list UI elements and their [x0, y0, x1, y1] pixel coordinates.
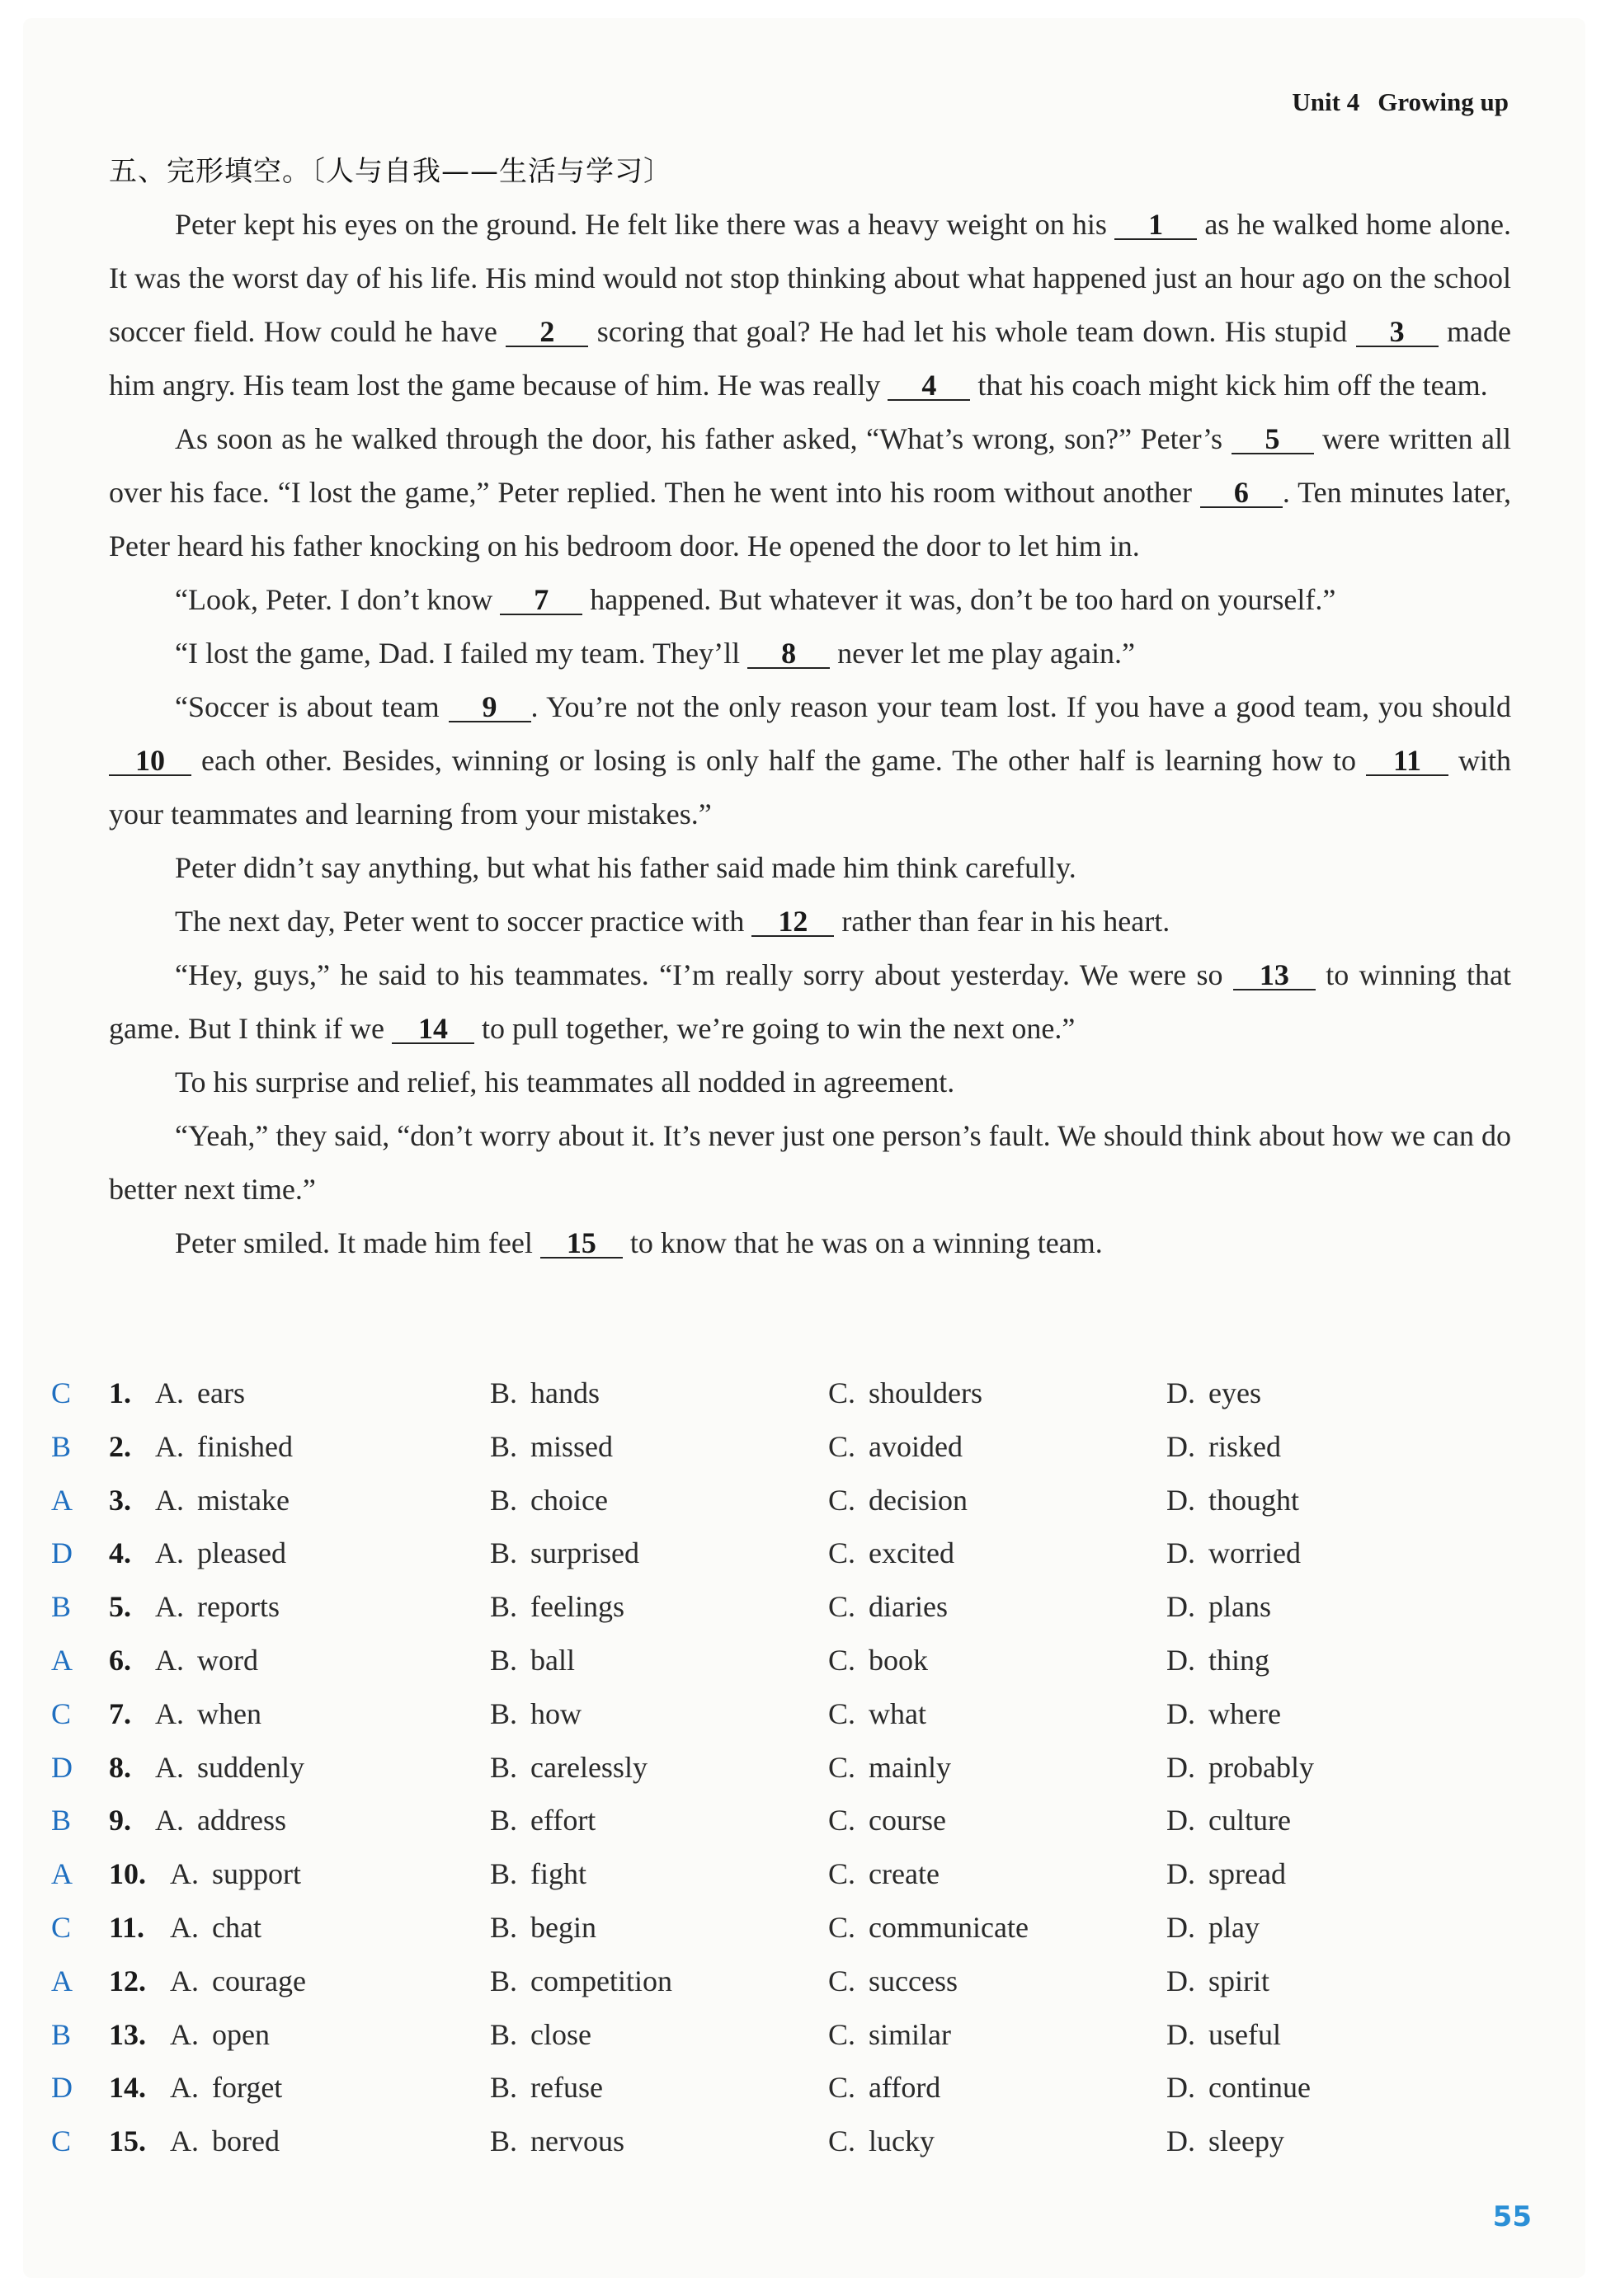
unit-title: Growing up	[1378, 87, 1509, 116]
option-text: open	[212, 2017, 270, 2051]
option-b[interactable]	[490, 1589, 624, 1624]
option-row	[43, 1429, 1544, 1483]
option-letter: B.	[490, 2124, 518, 2158]
option-letter: B.	[490, 1483, 518, 1517]
option-letter: C.	[828, 2017, 856, 2051]
option-letter: B.	[490, 1643, 518, 1677]
option-letter: D.	[1166, 1964, 1195, 1997]
option-text: spread	[1208, 1857, 1286, 1891]
passage-paragraph	[109, 627, 1511, 680]
option-letter: A.	[170, 2124, 199, 2158]
passage-text: that his coach might kick him off the team.	[970, 369, 1488, 402]
option-text: where	[1208, 1696, 1281, 1730]
option-text: afford	[869, 2071, 941, 2105]
option-letter: A.	[155, 1376, 184, 1409]
option-b[interactable]	[490, 1803, 596, 1837]
option-a[interactable]	[170, 1964, 306, 1998]
option-text: surprised	[530, 1536, 639, 1570]
option-letter: D.	[1166, 1429, 1195, 1463]
option-row	[43, 1964, 1544, 2017]
question-number: 7.	[109, 1696, 131, 1730]
answer-blank[interactable]: 14	[392, 1014, 474, 1044]
option-text: forget	[212, 2071, 283, 2105]
option-text: mistake	[197, 1483, 290, 1517]
option-letter: A.	[170, 1910, 199, 1944]
option-letter: D.	[1166, 1804, 1195, 1837]
option-d[interactable]	[1166, 1536, 1301, 1570]
question-number: 10.	[109, 1857, 146, 1891]
option-text: diaries	[869, 1590, 948, 1624]
option-text: similar	[869, 2017, 951, 2051]
cloze-passage	[109, 198, 1511, 1270]
passage-text: The next day, Peter went to soccer practice with	[175, 905, 752, 938]
option-text: what	[869, 1696, 926, 1730]
passage-text: were written all over his face. “I lost the game,” Peter replied. Then he went into his room without another	[109, 422, 1511, 509]
option-letter: A.	[155, 1804, 184, 1837]
passage-text: To his surprise and relief, his teammates all nodded in agreement.	[175, 1066, 955, 1099]
passage-text: . Ten minutes later, Peter heard his father knocking on his bedroom door. He opened the door to let him in.	[109, 476, 1512, 562]
option-row	[43, 1750, 1544, 1804]
option-b[interactable]	[490, 2124, 624, 2158]
option-text: excited	[869, 1536, 954, 1570]
option-letter: C.	[828, 1643, 856, 1677]
option-b[interactable]	[490, 1536, 639, 1570]
option-letter: D.	[1166, 2124, 1195, 2158]
option-d[interactable]	[1166, 1696, 1281, 1731]
handwritten-answer: C	[51, 1376, 72, 1409]
option-letter: D.	[1166, 1910, 1195, 1944]
option-c[interactable]	[828, 2124, 935, 2158]
option-letter: D.	[1166, 2071, 1195, 2105]
option-letter: A.	[170, 1964, 199, 1997]
option-text: how	[530, 1696, 582, 1730]
option-letter: A.	[170, 2071, 199, 2105]
page-number: 55	[1492, 2200, 1532, 2233]
option-b[interactable]	[490, 2017, 591, 2052]
option-text: thing	[1208, 1643, 1270, 1677]
option-a[interactable]	[170, 1856, 301, 1891]
handwritten-answer: A	[51, 1964, 73, 1997]
option-letter: B.	[490, 1536, 518, 1570]
handwritten-answer: D	[51, 1536, 73, 1570]
option-a[interactable]	[155, 1750, 304, 1785]
option-text: begin	[530, 1910, 596, 1944]
option-a[interactable]	[155, 1483, 290, 1517]
option-row	[43, 1643, 1544, 1696]
handwritten-answer: B	[51, 1429, 72, 1463]
option-letter: D.	[1166, 1376, 1195, 1409]
passage-paragraph	[109, 948, 1511, 1056]
option-letter: C.	[828, 1590, 856, 1624]
question-number: 13.	[109, 2017, 146, 2051]
option-text: decision	[869, 1483, 968, 1517]
option-row	[43, 1536, 1544, 1589]
answer-blank[interactable]: 10	[109, 746, 191, 776]
option-letter: C.	[828, 1536, 856, 1570]
option-c[interactable]	[828, 1856, 940, 1891]
handwritten-answer: C	[51, 1910, 72, 1944]
option-b[interactable]	[490, 1856, 586, 1891]
option-d[interactable]	[1166, 2070, 1311, 2105]
option-letter: D.	[1166, 1590, 1195, 1624]
option-text: communicate	[869, 1910, 1029, 1944]
option-text: pleased	[197, 1536, 286, 1570]
option-letter: C.	[828, 1910, 856, 1944]
option-text: hands	[530, 1376, 600, 1409]
option-b[interactable]	[490, 1910, 596, 1945]
option-text: success	[869, 1964, 958, 1997]
option-text: word	[197, 1643, 258, 1677]
option-letter: B.	[490, 1964, 518, 1997]
answer-blank[interactable]: 4	[888, 371, 970, 401]
handwritten-answer: B	[51, 1590, 72, 1624]
option-c[interactable]	[828, 1643, 928, 1677]
option-text: mainly	[869, 1750, 951, 1784]
answer-blank[interactable]: 1	[1114, 210, 1197, 240]
option-a[interactable]	[155, 1536, 286, 1570]
option-text: course	[869, 1804, 946, 1837]
option-d[interactable]	[1166, 1643, 1269, 1677]
option-d[interactable]	[1166, 2017, 1281, 2052]
option-row	[43, 2124, 1544, 2177]
passage-text: Peter smiled. It made him feel	[175, 1226, 540, 1259]
passage-text: happened. But whatever it was, don’t be too hard on yourself.”	[582, 583, 1336, 616]
option-row	[43, 1856, 1544, 1910]
option-text: eyes	[1208, 1376, 1261, 1409]
answer-blank[interactable]: 7	[500, 586, 582, 615]
option-text: refuse	[530, 2071, 603, 2105]
question-number: 15.	[109, 2124, 146, 2158]
option-row	[43, 1589, 1544, 1643]
option-letter: B.	[490, 1429, 518, 1463]
passage-text: as he walked home alone. It was the worst day of his life. His mind would not stop thinking about what happened just an hour ago on the school soccer field. How could he have	[109, 208, 1511, 348]
option-text: book	[869, 1643, 929, 1677]
answer-blank[interactable]: 11	[1366, 746, 1448, 776]
option-letter: C.	[828, 2124, 856, 2158]
option-text: competition	[530, 1964, 672, 1997]
question-number: 4.	[109, 1536, 131, 1570]
option-text: nervous	[530, 2124, 624, 2158]
option-letter: B.	[490, 1376, 518, 1409]
question-number: 8.	[109, 1750, 131, 1784]
option-letter: A.	[155, 1750, 184, 1784]
question-number: 3.	[109, 1483, 131, 1517]
option-text: when	[197, 1696, 261, 1730]
option-text: ears	[197, 1376, 245, 1409]
option-row	[43, 2070, 1544, 2124]
option-c[interactable]	[828, 2017, 951, 2052]
passage-text: . You’re not the only reason your team lost. If you have a good team, you should	[530, 690, 1511, 723]
handwritten-answer: A	[51, 1483, 73, 1517]
option-a[interactable]	[155, 1643, 258, 1677]
passage-text: never let me play again.”	[830, 637, 1135, 670]
option-d[interactable]	[1166, 1803, 1291, 1837]
passage-paragraph	[109, 573, 1511, 627]
option-row	[43, 1483, 1544, 1536]
passage-paragraph	[109, 198, 1511, 412]
unit-label: Unit 4	[1292, 87, 1360, 116]
option-c[interactable]	[828, 2070, 940, 2105]
passage-text: to know that he was on a winning team.	[622, 1226, 1103, 1259]
question-number: 12.	[109, 1964, 146, 1997]
passage-text: with your teammates and learning from your mistakes.”	[109, 744, 1511, 830]
option-letter: A.	[155, 1429, 184, 1463]
option-letter: A.	[155, 1483, 184, 1517]
passage-text: “I lost the game, Dad. I failed my team. They’ll	[175, 637, 748, 670]
handwritten-answer: D	[51, 2071, 73, 2105]
handwritten-answer: D	[51, 1750, 73, 1784]
option-letter: D.	[1166, 1483, 1195, 1517]
option-b[interactable]	[490, 1964, 672, 1998]
option-letter: C.	[828, 1857, 856, 1891]
answer-blank[interactable]: 3	[1356, 318, 1439, 347]
option-text: risked	[1208, 1429, 1281, 1463]
option-letter: C.	[828, 1696, 856, 1730]
option-letter: C.	[828, 1376, 856, 1409]
section-title: 五、完形填空。〔人与自我——生活与学习〕	[109, 155, 672, 188]
option-text: support	[212, 1857, 301, 1891]
question-number: 5.	[109, 1590, 131, 1624]
option-text: spirit	[1208, 1964, 1270, 1997]
option-text: chat	[212, 1910, 261, 1944]
passage-paragraph	[109, 680, 1511, 841]
option-letter: B.	[490, 2017, 518, 2051]
passage-paragraph	[109, 1109, 1511, 1216]
option-letter: A.	[155, 1590, 184, 1624]
passage-text: to winning that game. But I think if we	[109, 958, 1511, 1045]
option-letter: D.	[1166, 1696, 1195, 1730]
option-letter: C.	[828, 1804, 856, 1837]
option-row	[43, 2017, 1544, 2071]
option-text: useful	[1208, 2017, 1281, 2051]
option-text: close	[530, 2017, 591, 2051]
answer-blank[interactable]: 6	[1200, 478, 1283, 508]
option-text: missed	[530, 1429, 614, 1463]
option-text: culture	[1208, 1804, 1291, 1837]
option-row	[43, 1376, 1544, 1429]
option-a[interactable]	[170, 2017, 270, 2052]
option-text: create	[869, 1857, 940, 1891]
option-b[interactable]	[490, 1696, 582, 1731]
answer-blank[interactable]: 12	[751, 907, 834, 937]
option-d[interactable]	[1166, 1376, 1261, 1410]
passage-text: “Hey, guys,” he said to his teammates. “I’m really sorry about yesterday. We were so	[175, 958, 1233, 991]
option-text: worried	[1208, 1536, 1301, 1570]
option-text: fight	[530, 1857, 587, 1891]
option-letter: A.	[155, 1696, 184, 1730]
option-b[interactable]	[490, 2070, 603, 2105]
option-a[interactable]	[155, 1803, 286, 1837]
option-letter: D.	[1166, 1750, 1195, 1784]
option-letter: D.	[1166, 1536, 1195, 1570]
option-d[interactable]	[1166, 1429, 1281, 1464]
option-text: bored	[212, 2124, 280, 2158]
answer-blank[interactable]: 2	[506, 318, 588, 347]
option-row	[43, 1696, 1544, 1750]
handwritten-answer: B	[51, 2017, 72, 2051]
handwritten-answer: C	[51, 2124, 72, 2158]
option-text: shoulders	[869, 1376, 983, 1409]
passage-text: to pull together, we’re going to win the next one.”	[473, 1012, 1076, 1045]
question-number: 14.	[109, 2071, 146, 2105]
option-text: courage	[212, 1964, 306, 1997]
answer-blank[interactable]: 5	[1232, 425, 1314, 454]
answer-blank[interactable]: 9	[449, 693, 531, 722]
passage-text: scoring that goal? He had let his whole team down. His stupid	[588, 315, 1356, 348]
option-text: play	[1208, 1910, 1260, 1944]
option-c[interactable]	[828, 1376, 982, 1410]
passage-paragraph	[109, 1056, 1511, 1109]
passage-text: Peter kept his eyes on the ground. He felt like there was a heavy weight on his	[175, 208, 1115, 241]
option-b[interactable]	[490, 1483, 608, 1517]
option-text: effort	[530, 1804, 596, 1837]
question-number: 11.	[109, 1910, 145, 1944]
option-b[interactable]	[490, 1750, 648, 1785]
option-a[interactable]	[170, 1910, 261, 1945]
passage-text: made him angry. His team lost the game because of him. He was really	[109, 315, 1511, 402]
option-d[interactable]	[1166, 1910, 1260, 1945]
option-c[interactable]	[828, 1964, 958, 1998]
question-number: 6.	[109, 1643, 131, 1677]
option-text: plans	[1208, 1590, 1271, 1624]
option-c[interactable]	[828, 1589, 948, 1624]
option-d[interactable]	[1166, 1964, 1269, 1998]
option-letter: B.	[490, 1696, 518, 1730]
handwritten-answer: A	[51, 1643, 73, 1677]
option-letter: C.	[828, 1750, 856, 1784]
option-text: continue	[1208, 2071, 1311, 2105]
option-letter: A.	[155, 1643, 184, 1677]
passage-paragraph	[109, 841, 1511, 895]
option-text: reports	[197, 1590, 280, 1624]
option-d[interactable]	[1166, 1589, 1271, 1624]
option-text: carelessly	[530, 1750, 648, 1784]
handwritten-answer: C	[51, 1696, 72, 1730]
option-text: probably	[1208, 1750, 1314, 1784]
option-d[interactable]	[1166, 1750, 1314, 1785]
option-letter: A.	[170, 1857, 199, 1891]
option-text: choice	[530, 1483, 608, 1517]
option-c[interactable]	[828, 1536, 954, 1570]
passage-text: Peter didn’t say anything, but what his father said made him think carefully.	[175, 851, 1076, 884]
option-c[interactable]	[828, 1429, 963, 1464]
option-letter: B.	[490, 1804, 518, 1837]
option-text: feelings	[530, 1590, 624, 1624]
option-letter: C.	[828, 2071, 856, 2105]
option-c[interactable]	[828, 1910, 1029, 1945]
option-letter: C.	[828, 1483, 856, 1517]
option-d[interactable]	[1166, 1856, 1286, 1891]
option-row	[43, 1910, 1544, 1964]
option-c[interactable]	[828, 1750, 951, 1785]
passage-paragraph	[109, 895, 1511, 948]
option-letter: C.	[828, 1429, 856, 1463]
option-letter: B.	[490, 1857, 518, 1891]
option-text: address	[197, 1804, 286, 1837]
option-b[interactable]	[490, 1376, 600, 1410]
answer-blank[interactable]: 8	[747, 639, 830, 669]
option-text: lucky	[869, 2124, 935, 2158]
option-a[interactable]	[170, 2070, 282, 2105]
options-list	[43, 1376, 1544, 2177]
question-number: 9.	[109, 1804, 131, 1837]
option-b[interactable]	[490, 1429, 613, 1464]
option-text: finished	[197, 1429, 293, 1463]
handwritten-answer: A	[51, 1857, 73, 1891]
question-number: 2.	[109, 1429, 131, 1463]
option-text: sleepy	[1208, 2124, 1284, 2158]
passage-paragraph	[109, 1216, 1511, 1270]
passage-paragraph	[109, 412, 1511, 573]
question-number: 1.	[109, 1376, 131, 1409]
option-c[interactable]	[828, 1803, 946, 1837]
option-a[interactable]	[155, 1589, 280, 1624]
answer-blank[interactable]: 15	[540, 1229, 623, 1259]
option-letter: D.	[1166, 1857, 1195, 1891]
option-a[interactable]	[155, 1429, 293, 1464]
option-text: avoided	[869, 1429, 963, 1463]
passage-text: “Soccer is about team	[175, 690, 449, 723]
answer-blank[interactable]: 13	[1233, 961, 1316, 990]
handwritten-answer: B	[51, 1804, 72, 1837]
option-d[interactable]	[1166, 2124, 1284, 2158]
option-letter: D.	[1166, 1643, 1195, 1677]
option-text: ball	[530, 1643, 575, 1677]
passage-text: “Yeah,” they said, “don’t worry about it. It’s never just one person’s fault. We should think about how we can do better next time.”	[109, 1119, 1511, 1206]
passage-text: each other. Besides, winning or losing is only half the game. The other half is learning how to	[191, 744, 1366, 777]
option-letter: B.	[490, 1910, 518, 1944]
option-a[interactable]	[155, 1696, 261, 1731]
option-letter: B.	[490, 1750, 518, 1784]
option-row	[43, 1803, 1544, 1856]
option-c[interactable]	[828, 1483, 968, 1517]
option-letter: D.	[1166, 2017, 1195, 2051]
option-a[interactable]	[170, 2124, 280, 2158]
option-d[interactable]	[1166, 1483, 1299, 1517]
option-letter: C.	[828, 1964, 856, 1997]
option-a[interactable]	[155, 1376, 245, 1410]
option-b[interactable]	[490, 1643, 575, 1677]
option-text: thought	[1208, 1483, 1300, 1517]
option-text: suddenly	[197, 1750, 304, 1784]
option-c[interactable]	[828, 1696, 926, 1731]
option-letter: B.	[490, 2071, 518, 2105]
passage-text: “Look, Peter. I don’t know	[175, 583, 501, 616]
option-letter: B.	[490, 1590, 518, 1624]
option-letter: A.	[155, 1536, 184, 1570]
option-letter: A.	[170, 2017, 199, 2051]
running-header	[1274, 87, 1509, 117]
passage-text: rather than fear in his heart.	[834, 905, 1170, 938]
passage-text: As soon as he walked through the door, his father asked, “What’s wrong, son?” Peter’s	[175, 422, 1232, 455]
